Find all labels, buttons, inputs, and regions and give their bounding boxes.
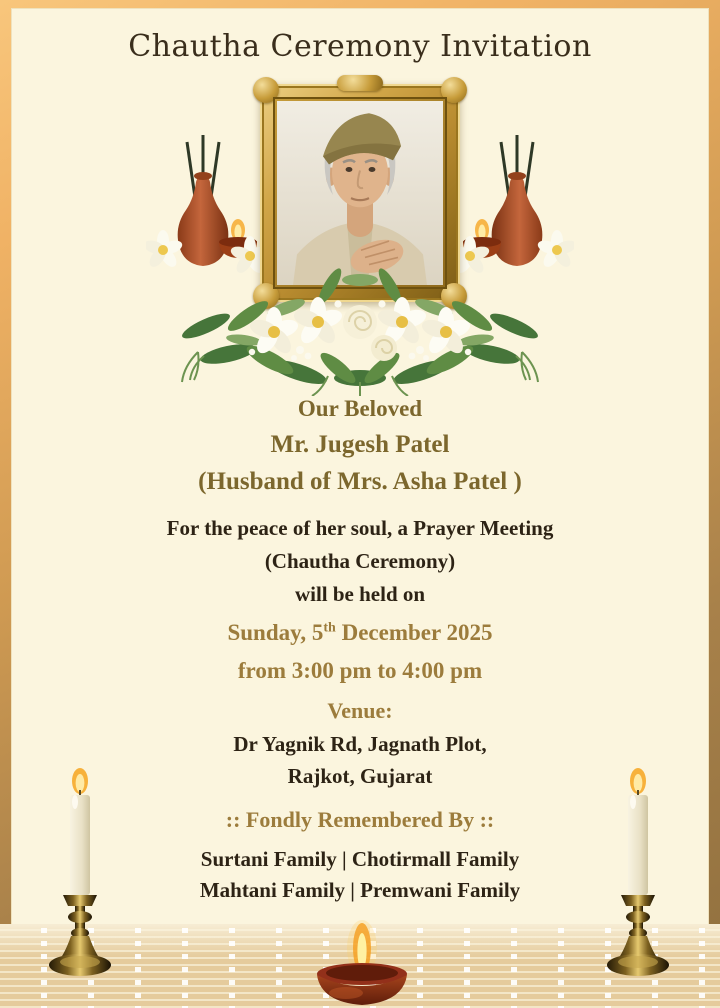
center-diya: [302, 918, 422, 1008]
candle-icon: [44, 766, 116, 978]
candlestick-right: [602, 766, 674, 978]
frame-crest-ornament: [337, 75, 383, 91]
beloved-label: Our Beloved: [297, 396, 423, 421]
incense-vase-icon: [146, 126, 266, 274]
deceased-relation: (Husband of Mrs. Asha Patel ): [198, 468, 522, 495]
diya-lamp-icon: [302, 918, 422, 1008]
date-rest: December 2025: [335, 620, 493, 645]
date-ordinal: th: [323, 620, 336, 636]
families-line-1: Surtani Family | Chotirmall Family: [200, 847, 520, 871]
incense-arrangement-left: [146, 126, 266, 274]
ceremony-time: from 3:00 pm to 4:00 pm: [237, 658, 483, 683]
venue-label: Venue:: [327, 698, 393, 723]
remembered-by-label: :: Fondly Remembered By ::: [225, 807, 495, 832]
families-line-2: Mahtani Family | Premwani Family: [199, 878, 521, 902]
venue-address-line-2: Rajkot, Gujarat: [287, 764, 433, 788]
flower-garland-icon: [178, 256, 542, 396]
incense-vase-icon: [454, 126, 574, 274]
incense-arrangement-right: [454, 126, 574, 274]
announcement-line-1: For the peace of her soul, a Prayer Meeting: [166, 516, 554, 540]
deceased-name: Mr. Jugesh Patel: [270, 431, 450, 458]
announcement-line-2: (Chautha Ceremony): [264, 549, 456, 573]
candlestick-left: [44, 766, 116, 978]
date-prefix: Sunday, 5: [227, 620, 324, 645]
venue-address-line-1: Dr Yagnik Rd, Jagnath Plot,: [233, 732, 487, 756]
page-title: Chautha Ceremony Invitation: [128, 29, 592, 64]
ceremony-date: [0, 620, 720, 645]
announcement-line-3: will be held on: [294, 582, 426, 606]
flower-garland: [178, 256, 542, 396]
candle-icon: [602, 766, 674, 978]
